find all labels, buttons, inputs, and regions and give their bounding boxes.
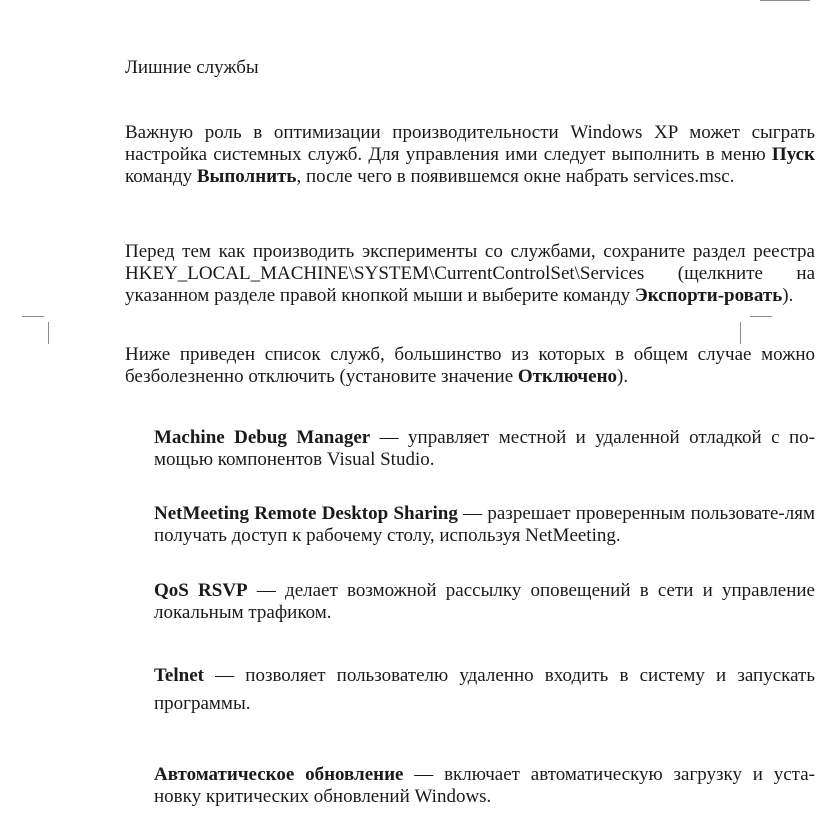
service-description: — делает возможной рассылку оповещений в сети и управление локальным трафиком. bbox=[154, 580, 815, 623]
paragraph-text: ). bbox=[617, 366, 629, 387]
command-name-run: Выполнить bbox=[196, 166, 297, 187]
service-name: QoS RSVP bbox=[154, 580, 248, 601]
paragraph-services-list-intro bbox=[125, 344, 815, 388]
crop-mark-left-vertical bbox=[48, 322, 49, 344]
command-name-export: Экспорти-ровать bbox=[634, 285, 783, 306]
service-item bbox=[154, 662, 815, 718]
paragraph-text: Перед тем как производить эксперименты со службами, сохраните раздел реестра HKEY_LOCAL_MACHINE\SYSTEM\CurrentControlSet\Services (щелкните на указанном разделе правой кнопкой мыши и выберите команду bbox=[125, 241, 815, 306]
service-name: Telnet bbox=[154, 665, 204, 686]
service-name: Автоматическое обновление bbox=[154, 764, 404, 785]
value-disabled: Отключено bbox=[517, 366, 618, 387]
paragraph-text: ). bbox=[782, 285, 794, 306]
service-name: Machine Debug Manager bbox=[154, 427, 371, 448]
service-description: — включает автоматическую загрузку и уста-новку критических обновлений Windows. bbox=[154, 764, 815, 807]
menu-name-start: Пуск bbox=[771, 144, 815, 165]
crop-mark-top-right bbox=[760, 0, 810, 1]
paragraph-intro bbox=[125, 122, 815, 188]
paragraph-text: , после чего в появившемся окне набрать services.msc. bbox=[296, 166, 735, 187]
service-description: — позволяет пользователю удаленно входить в систему и запускать программы. bbox=[154, 665, 815, 714]
service-description: — управляет местной и удаленной отладкой с по-мощью компонентов Visual Studio. bbox=[154, 427, 815, 470]
crop-mark-right bbox=[750, 316, 772, 317]
crop-mark-left bbox=[22, 316, 44, 317]
paragraph-text: Ниже приведен список служб, большинство из которых в общем случае можно безболезненно отключить (установите значение bbox=[125, 344, 815, 387]
paragraph-text: Важную роль в оптимизации производительности Windows XP может сыграть настройка системных служб. Для управления ими следует выполнить в меню bbox=[125, 122, 815, 165]
service-item bbox=[154, 427, 815, 471]
service-item bbox=[154, 764, 815, 808]
paragraph-text: команду bbox=[125, 166, 197, 187]
paragraph-registry-backup bbox=[125, 241, 815, 307]
service-item bbox=[154, 503, 815, 547]
service-name: NetMeeting Remote Desktop Sharing bbox=[154, 503, 458, 524]
service-description: — разрешает проверенным пользовате-лям получать доступ к рабочему столу, используя NetMeeting. bbox=[154, 503, 815, 546]
service-item bbox=[154, 580, 815, 624]
crop-mark-right-vertical bbox=[740, 322, 741, 344]
section-heading: Лишние службы bbox=[125, 57, 259, 78]
